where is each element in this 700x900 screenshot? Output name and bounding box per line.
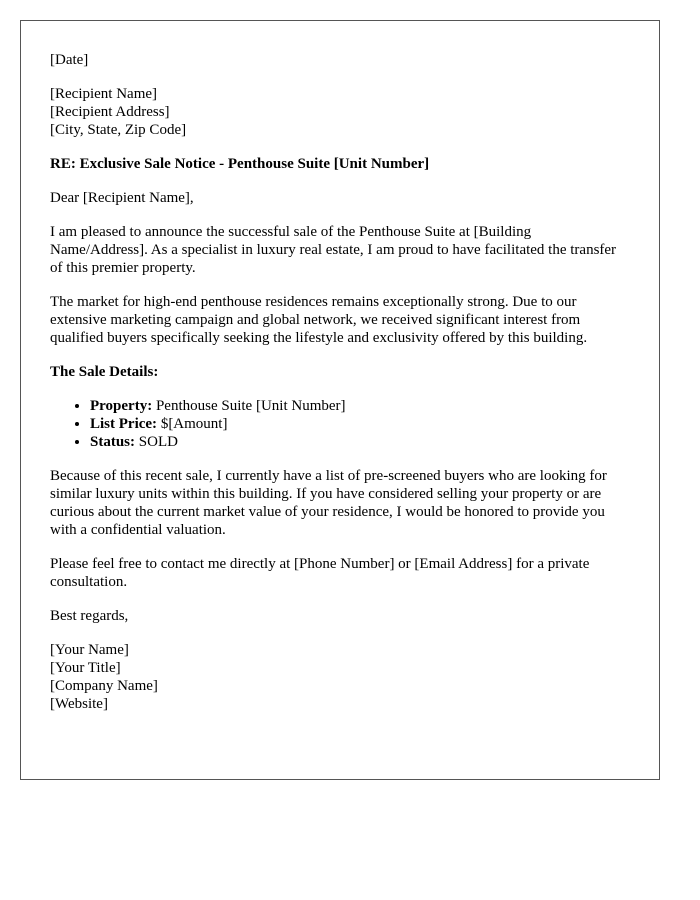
list-item <box>90 397 630 415</box>
signature-title: [Your Title] <box>50 660 121 676</box>
sale-details-title: The Sale Details: <box>50 364 159 380</box>
signature-website: [Website] <box>50 696 108 712</box>
body-paragraph-4 <box>50 555 630 591</box>
date-block <box>50 51 630 69</box>
paragraph-text: Please feel free to contact me directly at [Phone Number] or [Email Address] for a private consultation. <box>50 556 590 590</box>
detail-value: Penthouse Suite [Unit Number] <box>152 398 346 414</box>
paragraph-text: Because of this recent sale, I currently have a list of pre-screened buyers who are looking for similar luxury units within this building. If you have considered selling your property or are curious about the current market value of your residence, I would be honored to provide you with a confidential valuation. <box>50 468 607 538</box>
paragraph-text: I am pleased to announce the successful sale of the Penthouse Suite at [Building Name/Address]. As a specialist in luxury real estate, I am proud to have facilitated the transfer of this premier property. <box>50 224 617 276</box>
salutation-block <box>50 189 630 207</box>
body-paragraph-3 <box>50 467 630 539</box>
body-paragraph-2 <box>50 293 630 347</box>
recipient-city-state-zip: [City, State, Zip Code] <box>50 122 187 138</box>
detail-label: Status: <box>90 434 136 450</box>
recipient-name: [Recipient Name] <box>50 86 158 102</box>
sale-details-list <box>50 397 630 451</box>
detail-label: List Price: <box>90 416 158 432</box>
list-item <box>90 433 630 451</box>
detail-value: SOLD <box>135 434 178 450</box>
subject-line: RE: Exclusive Sale Notice - Penthouse Suite [Unit Number] <box>50 156 430 172</box>
signature-name: [Your Name] <box>50 642 129 658</box>
salutation: Dear [Recipient Name], <box>50 190 194 206</box>
detail-label: Property: <box>90 398 153 414</box>
recipient-block <box>50 85 630 139</box>
closing: Best regards, <box>50 608 129 624</box>
signature-company: [Company Name] <box>50 678 158 694</box>
body-paragraph-1 <box>50 223 630 277</box>
signature-block <box>50 641 630 713</box>
recipient-address: [Recipient Address] <box>50 104 170 120</box>
letter-page <box>20 20 660 780</box>
letter-date: [Date] <box>50 52 89 68</box>
closing-block <box>50 607 630 625</box>
list-item <box>90 415 630 433</box>
detail-value: $[Amount] <box>157 416 228 432</box>
paragraph-text: The market for high-end penthouse residences remains exceptionally strong. Due to our extensive marketing campaign and global network, we received significant interest from qualified buyers specifically seeking the lifestyle and exclusivity offered by this building. <box>50 294 588 346</box>
